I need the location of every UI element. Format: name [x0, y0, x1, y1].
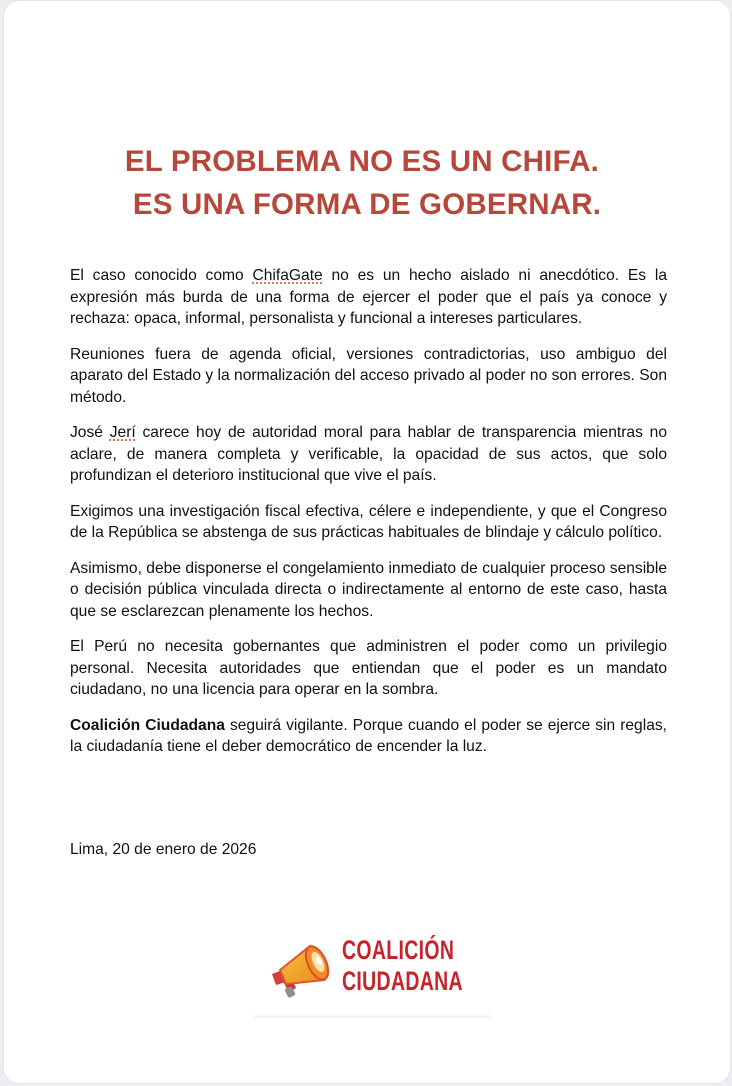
- logo-line-1: COALICIÓN: [342, 935, 455, 965]
- document-page: [3, 0, 731, 1084]
- paragraph-7: [70, 715, 667, 758]
- paragraph-1: [70, 265, 667, 330]
- megaphone-icon: [268, 940, 334, 1002]
- paragraph-4: Exigimos una investigación fiscal efectiva, célere e independiente, y que el Congreso de la República se abstenga de sus prácticas habituales de blindaje y cálculo político.: [70, 502, 667, 541]
- spellcheck-flagged-word[interactable]: Jerí: [109, 424, 136, 441]
- title-line-1: EL PROBLEMA NO ES UN CHIFA.: [124, 145, 600, 178]
- organization-name: Coalición Ciudadana: [70, 716, 225, 734]
- paragraph-3: [70, 422, 667, 487]
- paragraph-text: no es un hecho aislado ni anecdótico. Es la expresión más burda de una forma de ejercer el poder que el país ya conoce y rechaza: opaca, informal, personalista y funcional a intereses particulares.: [70, 267, 668, 327]
- paragraph-text: El caso conocido como: [70, 267, 253, 284]
- paragraph-5: Asimismo, debe disponerse el congelamiento inmediato de cualquier proceso sensible o decisión pública vinculada directa o indirectamente al entorno de este caso, hasta que se esclarezcan plenamente los hechos.: [70, 559, 667, 620]
- paragraph-2: Reuniones fuera de agenda oficial, versiones contradictorias, uso ambiguo del aparato del Estado y la normalización del acceso privado al poder no son errores. Son método.: [70, 345, 667, 406]
- paragraph-text: seguirá vigilante. Porque cuando el poder se ejerce sin reglas, la ciudadanía tiene el deber democrático de encender la luz.: [70, 716, 667, 755]
- paragraph-6: El Perú no necesita gobernantes que administren el poder como un privilegio personal. Necesita autoridades que entiendan que el poder es un mandato ciudadano, no una licencia para operar en la sombra.: [70, 638, 667, 698]
- paragraph-text: José: [70, 424, 110, 441]
- title-line-2: ES UNA FORMA DE GOBERNAR.: [132, 188, 602, 221]
- logo-line-2: CIUDADANA: [342, 966, 463, 996]
- date-line: Lima, 20 de enero de 2026: [70, 841, 257, 858]
- logo-wordmark: [342, 935, 463, 997]
- coalicion-ciudadana-logo: [254, 926, 492, 1018]
- logo-shadow: [254, 1012, 492, 1018]
- statement-body: [70, 265, 667, 772]
- spellcheck-flagged-word[interactable]: ChifaGate: [252, 267, 323, 284]
- paragraph-text: carece hoy de autoridad moral para hablar de transparencia mientras no aclare, de manera completa y verificable, la opacidad de sus actos, que solo profundizan el deterioro institucional que vive el país.: [70, 424, 667, 484]
- page-title: [4, 140, 730, 226]
